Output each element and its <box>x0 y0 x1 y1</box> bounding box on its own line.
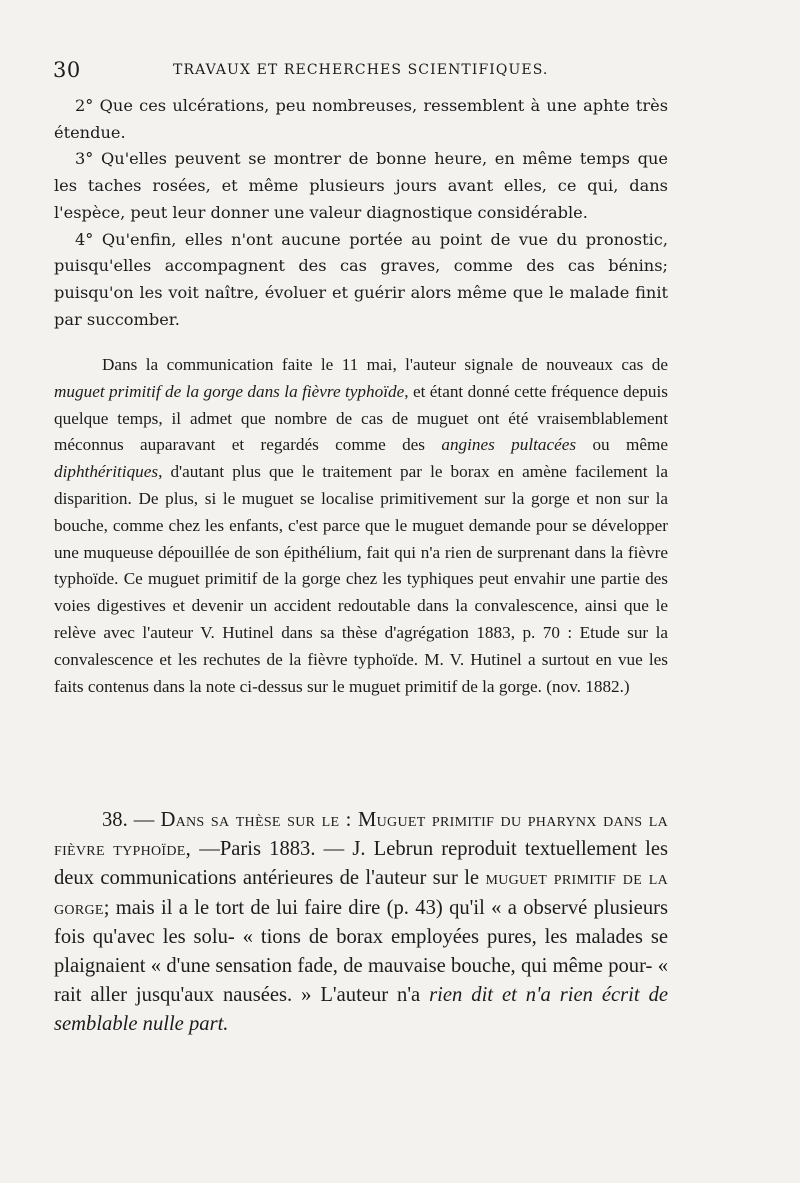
conclusion-4: 4° Qu'enfin, elles n'ont aucune portée au point de vue du pronostic, puisqu'elles accompagnent des cas graves, comme des cas bénins; puisqu'on les voit naître, évoluer et guérir alors même que le malade finit par succomber. <box>54 229 668 329</box>
communication-paragraph <box>54 352 668 700</box>
text-run: —Paris 1883. — J. Lebrun reproduit textuellement les deux communications antérieures de l'auteur sur le <box>54 838 668 890</box>
running-title: TRAVAUX ET RECHERCHES SCIENTIFIQUES. <box>173 62 549 78</box>
entry-38 <box>54 806 668 1040</box>
italic-run: muguet primitif de la gorge dans la fièvre typhoïde <box>54 381 405 401</box>
italic-run: angines pultacées <box>441 435 577 455</box>
thesis-title: Dans sa thèse sur le : Muguet primitif du pharynx dans la fièvre typhoïde, <box>54 809 668 861</box>
smallcaps-run: muguet primitif de la gorge <box>54 867 668 919</box>
italic-run: diphthéritiques <box>54 462 159 482</box>
italic-run: rien dit et n'a rien écrit de semblable nulle part. <box>54 984 669 1036</box>
conclusion-2: 2° Que ces ulcérations, peu nombreuses, ressemblent à une aphte très étendue. <box>54 96 668 142</box>
paragraph-body <box>54 352 668 700</box>
text-run: ; mais il a le tort de lui faire dire (p. 43) qu'il « a observé plusieurs fois qu'avec les solu- « tions de borax employées pures, les malades se plaignaient « d'une sensation fade, de mauvaise bouche, qui même pour- « rait aller jusqu'aux nausées. » L'auteur n'a <box>54 896 668 1007</box>
numbered-conclusions <box>54 93 668 333</box>
text-run: , d'autant plus que le traitement par le borax en amène facilement la disparition. De plus, si le muguet se localise primitivement sur la gorge et non sur la bouche, comme chez les enfants, c'est parce que le muguet demande pour se développer une muqueuse dépouillée de son épithélium, fait qui n'a rien de surprenant dans la fièvre typhoïde. Ce muguet primitif de la gorge chez les typhiques peut envahir une partie des voies digestives et devenir un accident redoutable dans la convalescence, ainsi que le relève avec l'auteur V. Hutinel dans sa thèse d'agrégation 1883, p. 70 : Etude sur la convalescence et les rechutes de la fièvre typhoïde. M. V. Hutinel a surtout en vue les faits contenus dans la note ci-dessus sur le muguet primitif de la gorge. (nov. 1882.) <box>54 462 668 696</box>
text-run: , et étant donné cette fréquence depuis quelque temps, il admet que nombre de cas de muguet ont été vraisemblablement méconnus auparavant et regardés comme des <box>54 381 668 455</box>
text-run: ou même <box>576 435 668 455</box>
entry-38-body <box>54 806 668 1040</box>
conclusion-3: 3° Qu'elles peuvent se montrer de bonne heure, en même temps que les taches rosées, et même plusieurs jours avant elles, ce qui, dans l'espèce, peut leur donner une valeur diagnostique considérable. <box>54 149 668 222</box>
page-number: 30 <box>53 58 81 82</box>
entry-number: 38. — <box>102 809 161 831</box>
text-run: Dans la communication faite le 11 mai, l'auteur signale de nouveaux cas de <box>102 355 668 374</box>
